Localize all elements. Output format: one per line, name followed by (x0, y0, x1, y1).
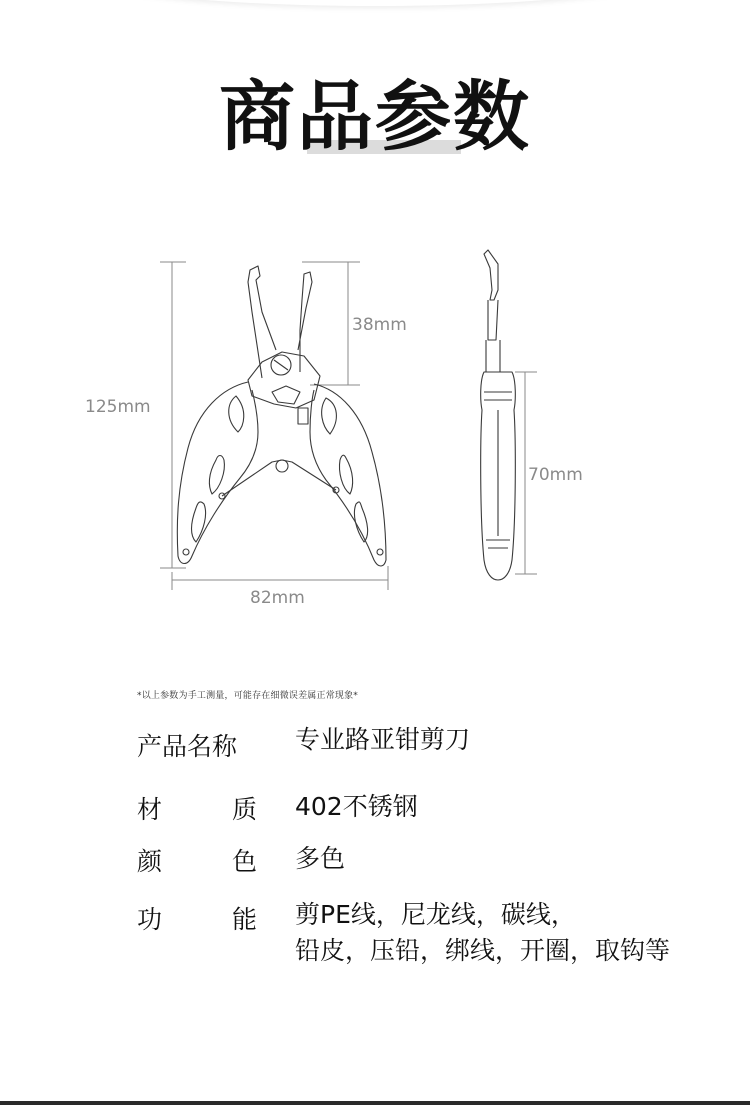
spec-value-function-line2: 铅皮，压铅，绑线，开圈，取钩等 (295, 936, 671, 965)
spec-value-name: 专业路亚钳剪刀 (295, 725, 471, 754)
spec-value-function-line1: 剪PE线，尼龙线，碳线， (295, 900, 576, 929)
pliers-dimension-drawing (0, 230, 750, 630)
bottom-bar (0, 1101, 750, 1105)
spec-value-color: 多色 (295, 844, 346, 873)
length-dimension-label: 125mm (85, 397, 151, 417)
pliers-front-view (177, 266, 386, 566)
measurement-note: *以上参数为手工测量，可能存在细微误差属正常现象* (137, 691, 359, 701)
spec-label-function: 功 能 (137, 905, 257, 934)
page-title: 商品参数 (219, 72, 531, 161)
top-arc-decoration (75, 0, 675, 6)
pliers-side-view (481, 250, 516, 580)
handle-dimension-label: 70mm (528, 465, 583, 485)
spec-label-material: 材 质 (137, 795, 257, 824)
spec-value-material: 402不锈钢 (295, 792, 418, 821)
jaw-dimension-label: 38mm (352, 315, 407, 335)
spec-label-color: 颜 色 (137, 847, 257, 876)
title-section (0, 72, 750, 162)
spec-label-name: 产品名称 (137, 732, 238, 761)
width-dimension-label: 82mm (250, 588, 305, 608)
